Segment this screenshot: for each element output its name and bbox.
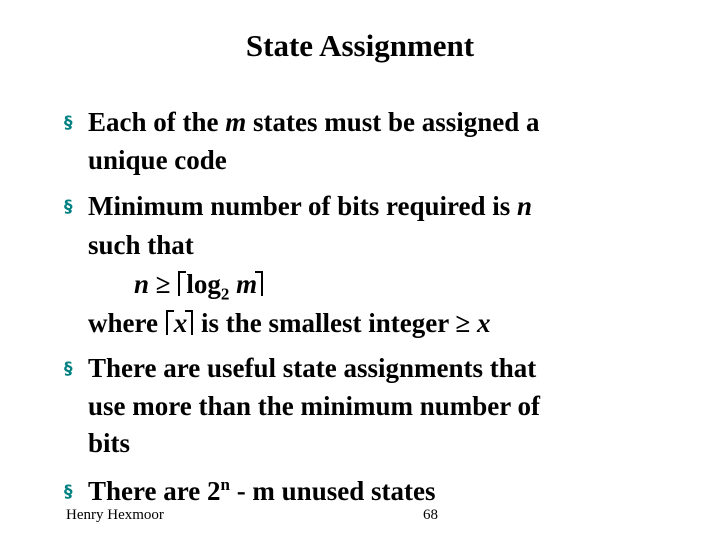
where-line xyxy=(88,307,491,339)
var-x: x xyxy=(477,308,491,338)
var-n: n xyxy=(517,191,533,221)
bullet-marker-3: § xyxy=(64,359,73,379)
bullet-marker-4: § xyxy=(64,482,73,502)
text: where xyxy=(88,308,165,338)
footer-page-number: 68 xyxy=(423,507,438,523)
text: Minimum number of bits required is xyxy=(88,191,518,221)
formula-line xyxy=(134,268,264,304)
formula-relation: ≥ xyxy=(155,269,171,299)
bullet-2-line-1 xyxy=(88,190,532,222)
text: Each of the xyxy=(88,107,226,137)
text: is the smallest integer ≥ xyxy=(194,308,478,338)
slide-title: State Assignment xyxy=(245,28,475,63)
bullet-1-line-1 xyxy=(88,106,540,138)
superscript-n: n xyxy=(220,475,230,494)
formula-func: log xyxy=(186,269,221,299)
footer-author: Henry Hexmoor xyxy=(66,507,164,523)
bullet-3-line-3: bits xyxy=(88,428,131,458)
bullet-marker-2: § xyxy=(64,197,73,217)
text: - m unused states xyxy=(229,476,436,506)
formula-arg: m xyxy=(236,269,258,299)
bullet-2-line-2: such that xyxy=(88,230,194,260)
bullet-3-line-2: use more than the minimum number of xyxy=(88,391,541,421)
bullet-4-line-1 xyxy=(88,475,435,507)
bullet-1-line-2: unique code xyxy=(88,145,227,175)
bullet-3-line-1: There are useful state assignments that xyxy=(88,353,537,383)
ceiling-x: x xyxy=(165,307,195,339)
ceiling-bracket xyxy=(177,268,264,304)
text: states must be assigned a xyxy=(246,107,540,137)
formula-base: 2 xyxy=(220,284,230,304)
var-m: m xyxy=(225,107,247,137)
formula-lhs: n xyxy=(134,269,150,299)
bullet-marker-1: § xyxy=(64,113,73,133)
text: There are 2 xyxy=(88,476,221,506)
